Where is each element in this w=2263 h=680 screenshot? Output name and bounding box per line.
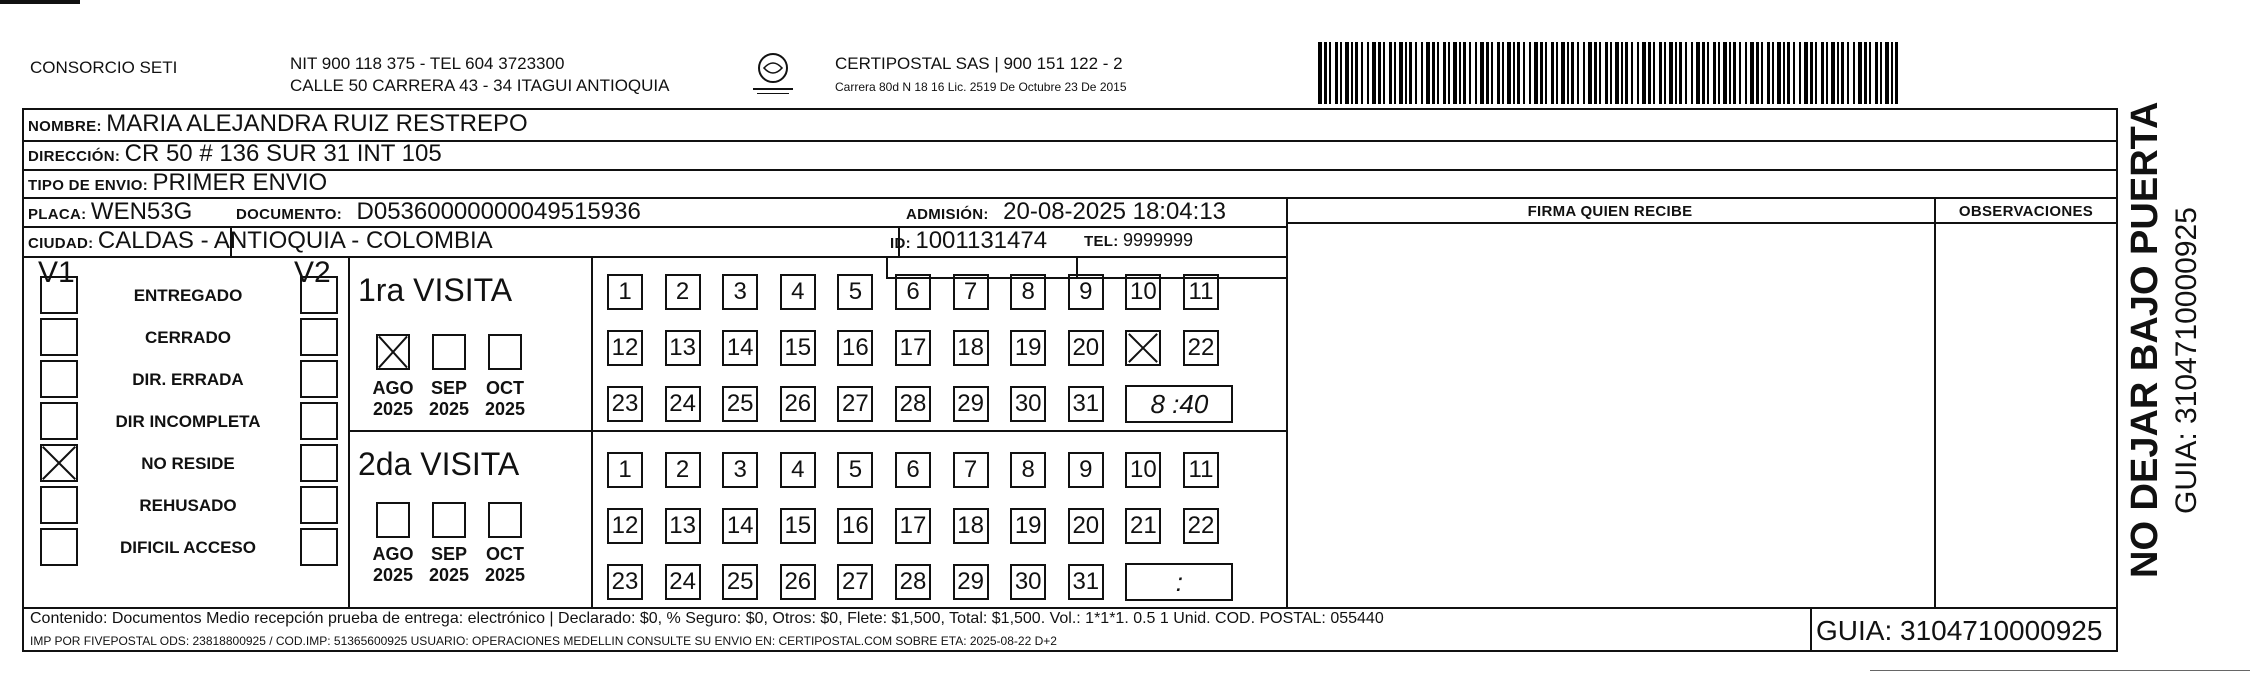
day-box[interactable]: 9 <box>1068 452 1104 488</box>
id-value: 1001131474 <box>915 227 1048 254</box>
day-box[interactable]: 7 <box>953 452 989 488</box>
day-box[interactable]: 4 <box>780 452 816 488</box>
tel-label: TEL: <box>1084 233 1119 250</box>
certipostal-logo-icon <box>745 50 801 102</box>
day-box[interactable]: 25 <box>722 564 758 600</box>
v2-checkbox[interactable] <box>300 528 338 566</box>
reason-label: ENTREGADO <box>133 286 243 305</box>
city-label: CIUDAD: <box>28 235 94 252</box>
day-box[interactable]: 22 <box>1183 508 1219 544</box>
month-checkbox[interactable] <box>488 334 522 370</box>
day-box[interactable]: 29 <box>953 564 989 600</box>
day-box[interactable]: 3 <box>722 274 758 310</box>
day-box[interactable]: 28 <box>895 564 931 600</box>
day-box[interactable]: 3 <box>722 452 758 488</box>
nit-line: NIT 900 118 375 - TEL 604 3723300 <box>290 54 565 73</box>
day-box[interactable]: 2 <box>665 452 701 488</box>
day-box[interactable]: 26 <box>780 386 816 422</box>
day-box[interactable]: 1 <box>607 274 643 310</box>
day-box[interactable]: 2 <box>665 274 701 310</box>
day-box[interactable]: 8 <box>1010 274 1046 310</box>
document-label: DOCUMENTO: <box>236 206 343 223</box>
company-name: CONSORCIO SETI <box>30 58 178 77</box>
day-box[interactable]: 6 <box>895 452 931 488</box>
v2-checkbox[interactable] <box>300 486 338 524</box>
month-label: SEP 2025 <box>428 544 470 585</box>
footer-guia: GUIA: 3104710000925 <box>1816 615 2103 646</box>
v1-checkbox[interactable] <box>40 528 78 566</box>
reason-label: NO RESIDE <box>141 454 235 473</box>
time-box[interactable]: : <box>1125 563 1233 601</box>
day-box[interactable]: 27 <box>837 564 873 600</box>
imp-line: IMP POR FIVEPOSTAL ODS: 23818800925 / COD.IMP: 51365600925 USUARIO: OPERACIONES MEDELLIN CONSULTE SU ENVIO EN: CERTIPOSTAL.COM SOBRE ETA: 2025-08-22 D+2 <box>30 634 1057 648</box>
day-box[interactable]: 31 <box>1068 386 1104 422</box>
shipment-form <box>22 108 2118 652</box>
v1-checkbox[interactable] <box>40 360 78 398</box>
city-value: CALDAS - ANTIOQUIA - COLOMBIA <box>97 227 493 254</box>
visit1-title: 1ra VISITA <box>358 272 513 308</box>
plate-label: PLACA: <box>28 206 87 223</box>
v1-checkbox[interactable] <box>40 444 78 482</box>
address-line: CALLE 50 CARRERA 43 - 34 ITAGUI ANTIOQUIA <box>290 76 670 95</box>
side-guia: GUIA: 3104710000925 <box>2170 207 2203 514</box>
day-box[interactable]: 12 <box>607 508 643 544</box>
time-box[interactable]: 8 :40 <box>1125 385 1233 423</box>
day-box[interactable]: 7 <box>953 274 989 310</box>
v1-checkbox[interactable] <box>40 486 78 524</box>
admission-value: 20-08-2025 18:04:13 <box>1003 198 1227 225</box>
day-box[interactable]: 30 <box>1010 386 1046 422</box>
v2-checkbox[interactable] <box>300 276 338 314</box>
day-box[interactable]: 14 <box>722 508 758 544</box>
admission-label: ADMISIÓN: <box>906 206 989 223</box>
type-label: TIPO DE ENVIO: <box>28 177 149 194</box>
corner-mark <box>0 0 80 4</box>
v2-checkbox[interactable] <box>300 402 338 440</box>
reason-label: CERRADO <box>145 328 231 347</box>
day-box[interactable]: 15 <box>780 508 816 544</box>
day-box[interactable]: 19 <box>1010 508 1046 544</box>
month-label: OCT 2025 <box>484 378 526 419</box>
day-box[interactable]: 31 <box>1068 564 1104 600</box>
day-box[interactable]: 13 <box>665 330 701 366</box>
month-label: SEP 2025 <box>428 378 470 419</box>
day-box[interactable]: 10 <box>1125 274 1161 310</box>
day-box[interactable]: 26 <box>780 564 816 600</box>
month-label: OCT 2025 <box>484 544 526 585</box>
day-box[interactable]: 11 <box>1183 452 1219 488</box>
address-label: DIRECCIÓN: <box>28 148 121 165</box>
day-box[interactable]: 13 <box>665 508 701 544</box>
barcode <box>1318 42 1900 104</box>
v2-label: V2 <box>294 256 331 289</box>
v1-label: V1 <box>38 256 75 289</box>
side-warning: NO DEJAR BAJO PUERTA <box>2124 101 2166 578</box>
day-box[interactable]: 9 <box>1068 274 1104 310</box>
reason-label: REHUSADO <box>139 496 237 515</box>
reason-label: DIR. ERRADA <box>132 370 244 389</box>
document-value: D05360000000049515936 <box>356 198 641 225</box>
day-box[interactable]: 23 <box>607 386 643 422</box>
day-box[interactable]: 4 <box>780 274 816 310</box>
day-box[interactable]: 18 <box>953 330 989 366</box>
month-checkbox[interactable] <box>376 502 410 538</box>
v1-checkbox[interactable] <box>40 276 78 314</box>
day-box[interactable]: 20 <box>1068 330 1104 366</box>
day-box[interactable]: 23 <box>607 564 643 600</box>
reason-label: DIFICIL ACCESO <box>119 538 256 557</box>
name-label: NOMBRE: <box>28 118 102 135</box>
content-line: Contenido: Documentos Medio recepción prueba de entrega: electrónico | Declarado: $0, % Seguro: $0, Otros: $0, Flete: $1,500, Total: $1,500. Vol.: 1*1*1. 0.5 1 Unid. COD. POSTAL: 055440 <box>30 610 1384 627</box>
month-checkbox[interactable] <box>432 502 466 538</box>
month-label: AGO 2025 <box>372 378 414 419</box>
month-checkbox[interactable] <box>432 334 466 370</box>
recipient-name: MARIA ALEJANDRA RUIZ RESTREPO <box>106 110 528 137</box>
day-box[interactable]: 10 <box>1125 452 1161 488</box>
day-box[interactable]: 30 <box>1010 564 1046 600</box>
v2-checkbox[interactable] <box>300 318 338 356</box>
day-box[interactable]: 21 <box>1125 508 1161 544</box>
day-box[interactable] <box>1125 330 1161 366</box>
day-box[interactable]: 11 <box>1183 274 1219 310</box>
tel-value: 9999999 <box>1122 230 1194 250</box>
day-box[interactable]: 24 <box>665 564 701 600</box>
day-box[interactable]: 25 <box>722 386 758 422</box>
v1-checkbox[interactable] <box>40 402 78 440</box>
day-box[interactable]: 1 <box>607 452 643 488</box>
day-box[interactable]: 5 <box>837 274 873 310</box>
v2-checkbox[interactable] <box>300 360 338 398</box>
day-box[interactable]: 12 <box>607 330 643 366</box>
day-box[interactable]: 27 <box>837 386 873 422</box>
day-box[interactable]: 22 <box>1183 330 1219 366</box>
day-box[interactable]: 16 <box>837 330 873 366</box>
month-label: AGO 2025 <box>372 544 414 585</box>
day-box[interactable]: 16 <box>837 508 873 544</box>
month-checkbox[interactable] <box>376 334 410 370</box>
carrier-line: CERTIPOSTAL SAS | 900 151 122 - 2 <box>835 54 1123 73</box>
month-checkbox[interactable] <box>488 502 522 538</box>
day-box[interactable]: 18 <box>953 508 989 544</box>
day-box[interactable]: 29 <box>953 386 989 422</box>
reason-label: DIR INCOMPLETA <box>115 412 261 431</box>
carrier-sub: Carrera 80d N 18 16 Lic. 2519 De Octubre 23 De 2015 <box>835 80 1127 94</box>
day-box[interactable]: 17 <box>895 508 931 544</box>
id-label: ID: <box>890 235 911 252</box>
plate-value: WEN53G <box>90 198 193 225</box>
day-box[interactable]: 8 <box>1010 452 1046 488</box>
day-box[interactable]: 28 <box>895 386 931 422</box>
day-box[interactable]: 5 <box>837 452 873 488</box>
v1-checkbox[interactable] <box>40 318 78 356</box>
day-box[interactable]: 14 <box>722 330 758 366</box>
shipment-type: PRIMER ENVIO <box>152 169 328 196</box>
day-box[interactable]: 17 <box>895 330 931 366</box>
visit2-title: 2da VISITA <box>358 446 520 482</box>
day-box[interactable]: 6 <box>895 274 931 310</box>
sign-header: FIRMA QUIEN RECIBE <box>1527 203 1693 220</box>
recipient-address: CR 50 # 136 SUR 31 INT 105 <box>124 140 442 167</box>
day-box[interactable]: 20 <box>1068 508 1104 544</box>
day-box[interactable]: 15 <box>780 330 816 366</box>
observations-header: OBSERVACIONES <box>1958 203 2094 220</box>
v2-checkbox[interactable] <box>300 444 338 482</box>
day-box[interactable]: 19 <box>1010 330 1046 366</box>
cut-line <box>1870 670 2250 671</box>
day-box[interactable]: 24 <box>665 386 701 422</box>
